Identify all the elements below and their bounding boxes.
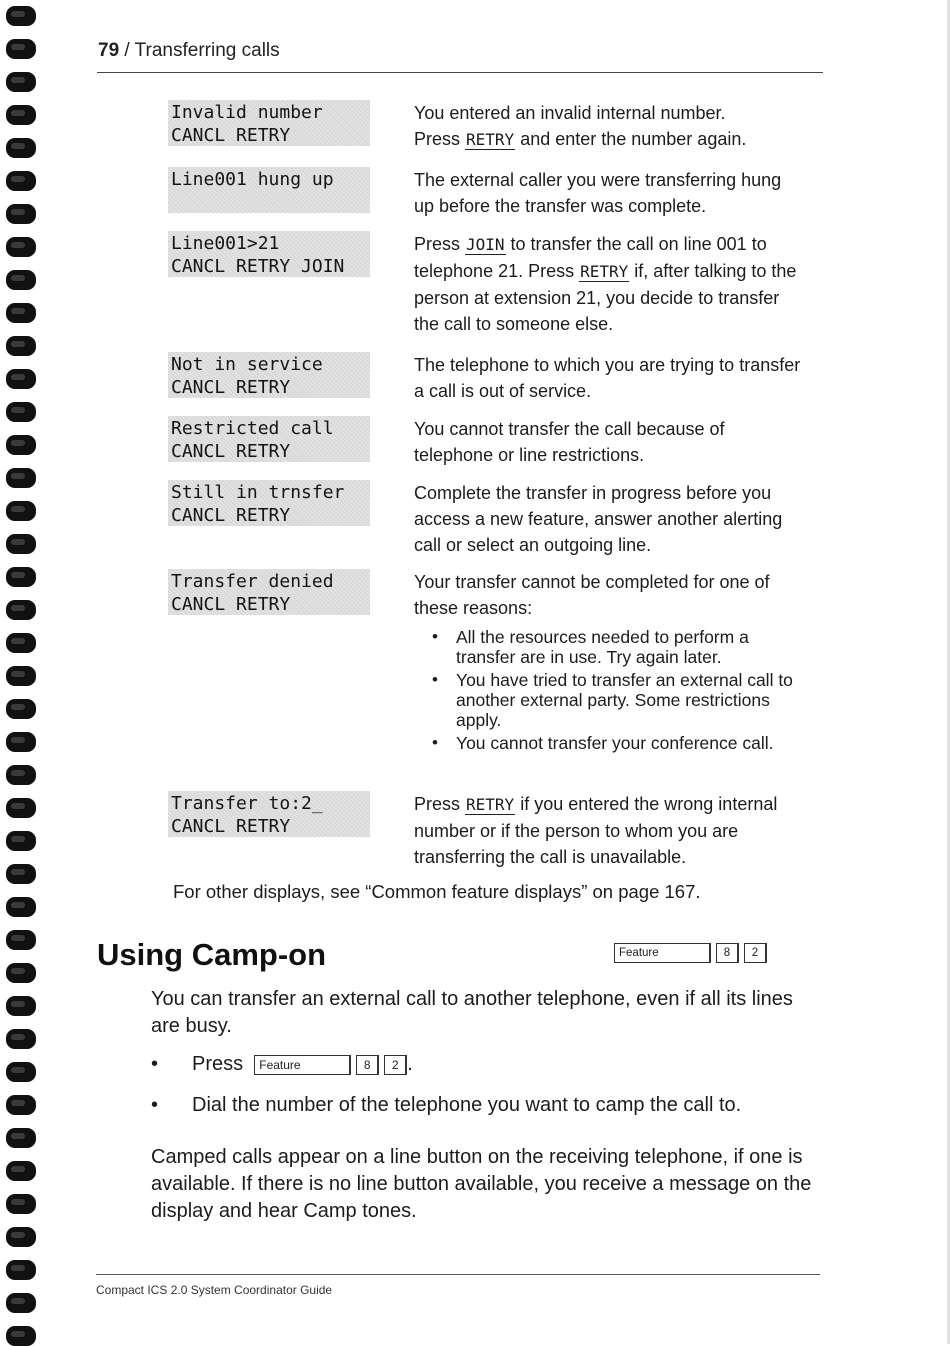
display-description (414, 480, 804, 558)
lcd-line: CANCL RETRY (171, 441, 291, 462)
binding-hole (6, 270, 36, 290)
lcd-line: CANCL RETRY (171, 125, 291, 146)
camp-on-heading: Using Camp-on (97, 937, 327, 972)
key-2: 2 (744, 943, 767, 963)
page-number: 79 (98, 40, 120, 61)
page-footer: Compact ICS 2.0 System Coordinator Guide (96, 1283, 333, 1297)
binding-hole (6, 6, 36, 26)
description-text: Your transfer cannot be completed for one of these reasons: (414, 572, 770, 618)
binding-hole (6, 336, 36, 356)
binding-hole (6, 72, 36, 92)
binding-hole (6, 1293, 36, 1313)
binding-hole (6, 1128, 36, 1148)
reason-item: • All the resources needed to perform a transfer are in use. Try again later. (456, 627, 804, 667)
binding-hole (6, 39, 36, 59)
lcd-line: Restricted call (171, 418, 334, 439)
lcd-display (168, 231, 370, 277)
reason-list (414, 627, 804, 753)
binding-hole (6, 1029, 36, 1049)
description-paragraph (414, 480, 804, 558)
lcd-line: CANCL RETRY (171, 505, 291, 526)
lcd-line (171, 191, 370, 214)
description-paragraph (414, 416, 804, 468)
display-description (414, 231, 804, 337)
description-text: if, after talking to the person at extension 21, you decide to transfer the call to someone else. (414, 261, 797, 334)
key-2-inline: 2 (384, 1055, 407, 1075)
binding-hole (6, 633, 36, 653)
camp-on-outro: Camped calls appear on a line button on the receiving telephone, if one is available. If there is no line button available, you receive a message on the display and hear Camp tones. (151, 1146, 812, 1222)
display-description (414, 569, 804, 756)
binding-hole (6, 1326, 36, 1346)
lcd-display (168, 100, 370, 146)
lcd-display (168, 569, 370, 615)
description-text: if you entered the wrong internal number or if the person to whom you are transferring the call is unavailable. (414, 794, 778, 867)
description-text: The telephone to which you are trying to transfer a call is out of service. (414, 355, 801, 401)
lcd-display (168, 416, 370, 462)
display-description (414, 416, 804, 468)
binding-hole (6, 1095, 36, 1115)
binding-hole (6, 996, 36, 1016)
key-8: 8 (716, 943, 739, 963)
softkey-label: JOIN (466, 235, 505, 254)
description-text: to transfer the call on line 001 to telephone 21. Press (414, 234, 767, 281)
lcd-line: Invalid number (171, 102, 323, 123)
binding-hole (6, 666, 36, 686)
description-paragraph (414, 569, 804, 621)
binding-hole (6, 567, 36, 587)
description-paragraph (414, 167, 804, 219)
lcd-line: Still in trnsfer (171, 482, 345, 503)
feature-key: Feature (614, 943, 711, 963)
feature-key-sequence (614, 943, 767, 965)
binding-hole (6, 468, 36, 488)
binding-hole (6, 765, 36, 785)
lcd-line: CANCL RETRY (171, 594, 291, 615)
feature-key-inline: Feature (254, 1055, 351, 1075)
binding-hole (6, 138, 36, 158)
binding-hole (6, 864, 36, 884)
description-paragraph (414, 100, 804, 126)
binding-hole (6, 1161, 36, 1181)
lcd-line: CANCL RETRY (171, 816, 291, 837)
binding-hole (6, 600, 36, 620)
binding-hole (6, 831, 36, 851)
description-text: Press (414, 794, 466, 814)
header-rule (97, 72, 823, 73)
binding-hole (6, 798, 36, 818)
bullet: • (151, 1053, 159, 1075)
binding-hole (6, 237, 36, 257)
softkey-label: RETRY (466, 130, 515, 149)
description-paragraph (414, 791, 804, 870)
spiral-binding (0, 0, 40, 1344)
binding-hole (6, 1227, 36, 1247)
description-text: Press (414, 129, 466, 149)
description-text: You entered an invalid internal number. (414, 103, 726, 123)
binding-hole (6, 369, 36, 389)
display-description (414, 791, 804, 870)
page-header (98, 40, 280, 62)
step-period: . (407, 1053, 413, 1075)
reason-item: • You cannot transfer your conference call. (456, 733, 804, 753)
description-text: Complete the transfer in progress before you access a new feature, answer another alerting call or select an outgoing line. (414, 483, 783, 555)
binding-hole (6, 1062, 36, 1082)
binding-hole (6, 1194, 36, 1214)
binding-hole (6, 171, 36, 191)
softkey-label: RETRY (466, 795, 515, 814)
description-text: You cannot transfer the call because of telephone or line restrictions. (414, 419, 725, 465)
display-description (414, 100, 804, 153)
binding-hole (6, 105, 36, 125)
binding-hole (6, 1260, 36, 1280)
header-separator: / (119, 40, 135, 61)
description-paragraph (414, 126, 804, 153)
binding-hole (6, 402, 36, 422)
lcd-display (168, 352, 370, 398)
description-text: and enter the number again. (515, 129, 747, 149)
lcd-display (168, 480, 370, 526)
lcd-line: Line001 hung up (171, 169, 334, 190)
key-8-inline: 8 (356, 1055, 379, 1075)
binding-hole (6, 435, 36, 455)
binding-hole (6, 897, 36, 917)
lcd-display (168, 791, 370, 837)
lcd-line: Transfer denied (171, 571, 334, 592)
step-text (192, 1053, 413, 1076)
lcd-line: Line001>21 (171, 233, 280, 254)
lcd-line: CANCL RETRY (171, 377, 291, 398)
display-description (414, 167, 804, 219)
step-text: Dial the number of the telephone you want to camp the call to. (192, 1094, 742, 1116)
step-press-label: Press (192, 1053, 244, 1075)
bullet: • (151, 1094, 159, 1116)
binding-hole (6, 534, 36, 554)
section-title: Transferring calls (134, 40, 280, 61)
binding-hole (6, 501, 36, 521)
description-text: Press (414, 234, 466, 254)
binding-hole (6, 732, 36, 752)
camp-on-intro: You can transfer an external call to another telephone, even if all its lines are busy. (151, 988, 793, 1037)
reason-item: • You have tried to transfer an external call to another external party. Some restrictions apply. (456, 670, 804, 730)
lcd-line: Transfer to:2_ (171, 793, 323, 814)
other-displays-note: For other displays, see “Common feature displays” on page 167. (173, 881, 701, 902)
lcd-line: Not in service (171, 354, 323, 375)
lcd-line: CANCL RETRY JOIN (171, 256, 345, 277)
description-paragraph (414, 231, 804, 337)
display-description (414, 352, 804, 404)
binding-hole (6, 963, 36, 983)
softkey-label: RETRY (580, 262, 629, 281)
lcd-display (168, 167, 370, 213)
description-paragraph (414, 352, 804, 404)
description-text: The external caller you were transferring hung up before the transfer was complete. (414, 170, 782, 216)
binding-hole (6, 699, 36, 719)
binding-hole (6, 930, 36, 950)
binding-hole (6, 204, 36, 224)
binding-hole (6, 303, 36, 323)
footer-rule (96, 1274, 820, 1275)
